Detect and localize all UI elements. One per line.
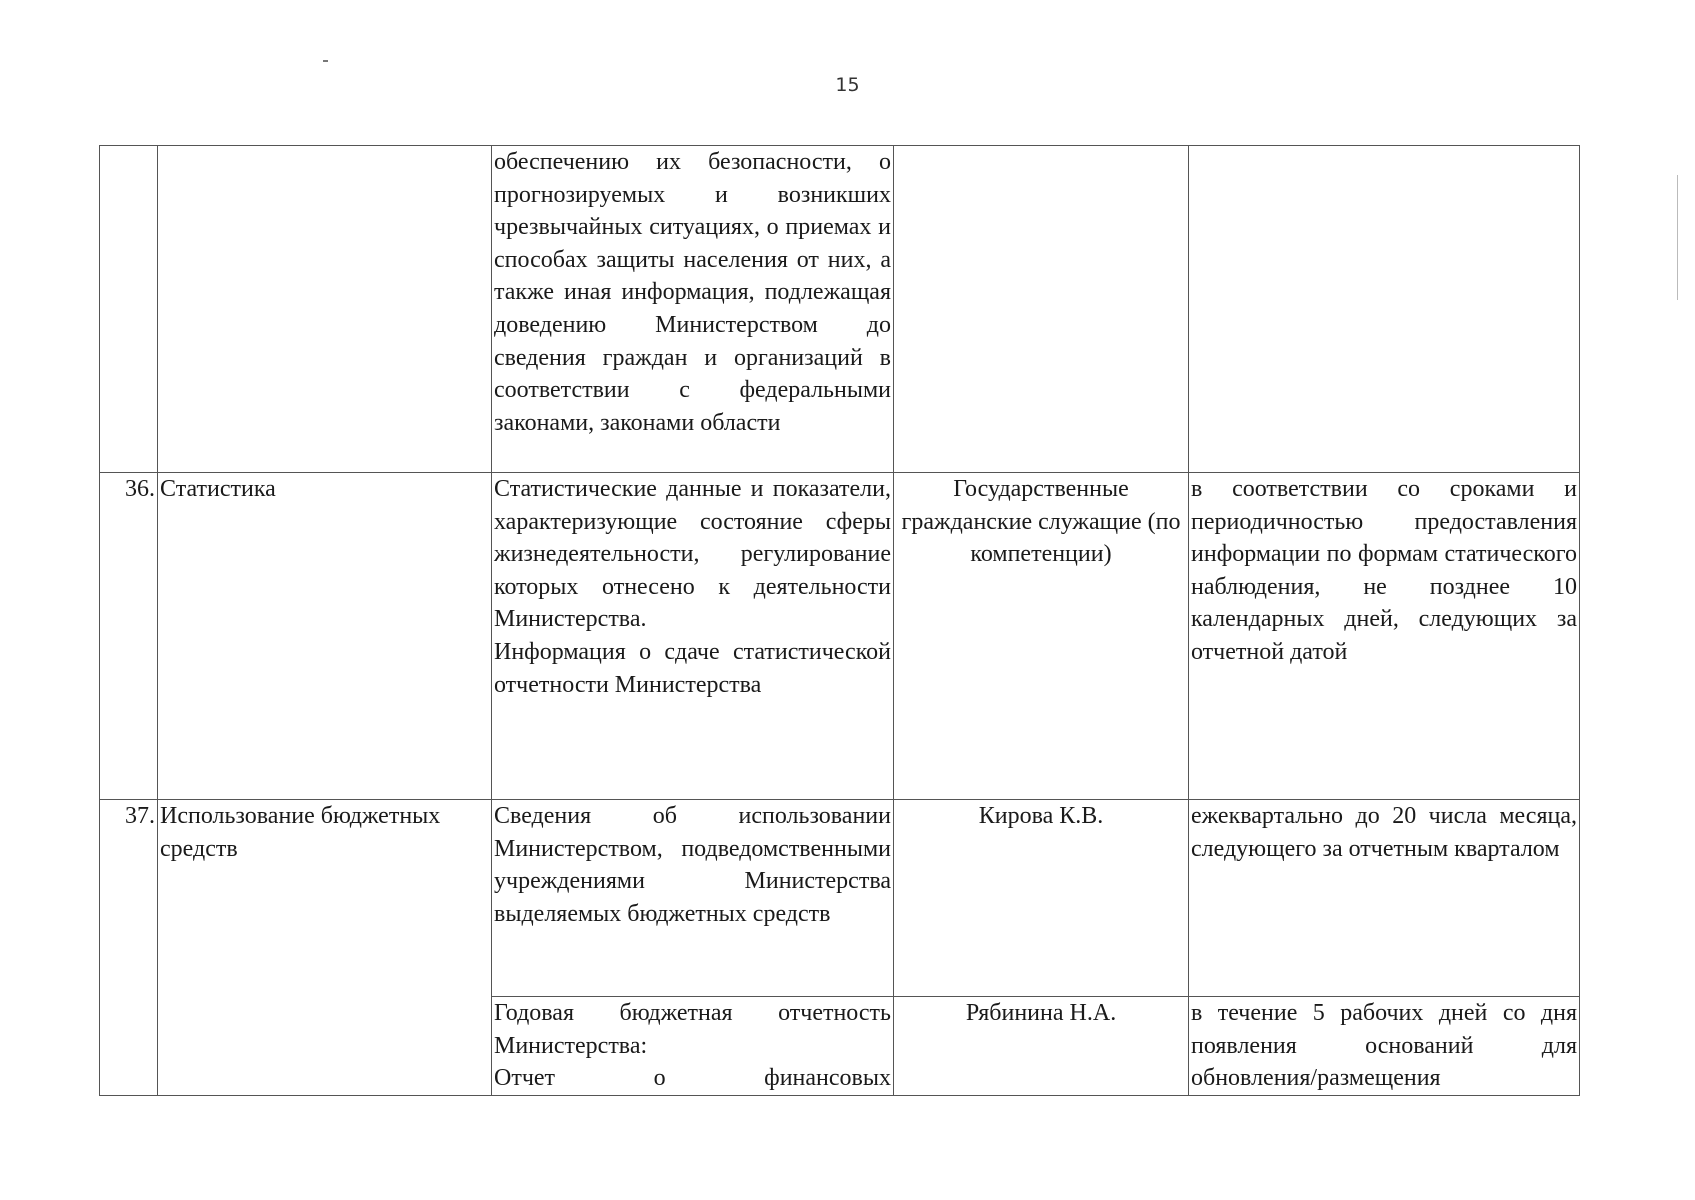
row-responsible bbox=[894, 146, 1189, 473]
row-number: 36. bbox=[100, 473, 158, 800]
table-row bbox=[100, 800, 1580, 997]
deadline-text: ежеквартально до 20 числа месяца, следующего за отчетным кварталом bbox=[1191, 803, 1577, 862]
content-paragraph: обеспечению их безопасности, о прогнозируемых и возникших чрезвычайных ситуациях, о приемах и способах защиты населения от них, а также иная информация, подлежащая доведению Министерством до сведения граждан и организаций в соответствии с федеральными законами, законами области bbox=[494, 149, 891, 436]
row-deadline bbox=[1189, 473, 1580, 800]
table-row bbox=[100, 146, 1580, 473]
page-number: 15 bbox=[835, 74, 860, 96]
row-responsible: Государственные гражданские служащие (по компетенции) bbox=[894, 473, 1189, 800]
responsibility-table bbox=[99, 145, 1580, 1096]
scan-speck bbox=[323, 60, 328, 62]
row-deadline bbox=[1189, 146, 1580, 473]
row-deadline bbox=[1189, 997, 1580, 1096]
row-content bbox=[492, 997, 894, 1096]
content-paragraph: Годовая бюджетная отчетность Министерства: bbox=[494, 1000, 891, 1059]
row-topic: Использование бюджетных средств bbox=[158, 800, 492, 1096]
content-paragraph: Информация о сдаче статистической отчетности Министерства bbox=[494, 638, 891, 698]
deadline-text: в соответствии со сроками и периодичностью предоставления информации по формам статического наблюдения, не позднее 10 календарных дней, следующих за отчетной датой bbox=[1191, 476, 1577, 665]
row-content bbox=[492, 800, 894, 997]
content-paragraph: Сведения об использовании Министерством, подведомственными учреждениями Министерства выделяемых бюджетных средств bbox=[494, 803, 891, 927]
deadline-text: в течение 5 рабочих дней со дня появления оснований для обновления/размещения bbox=[1191, 1000, 1577, 1092]
row-topic: Статистика bbox=[158, 473, 492, 800]
row-responsible: Кирова К.В. bbox=[894, 800, 1189, 997]
row-number: 37. bbox=[100, 800, 158, 1096]
row-responsible: Рябинина Н.А. bbox=[894, 997, 1189, 1096]
row-content bbox=[492, 146, 894, 473]
content-paragraph: Отчет о финансовых bbox=[494, 1065, 891, 1092]
row-content bbox=[492, 473, 894, 800]
row-topic bbox=[158, 146, 492, 473]
row-number bbox=[100, 146, 158, 473]
content-paragraph: Статистические данные и показатели, характеризующие состояние сферы жизнедеятельности, регулирование которых отнесено к деятельности Министерства. bbox=[494, 476, 891, 633]
table-row bbox=[100, 473, 1580, 800]
scan-edge-mark bbox=[1677, 175, 1678, 300]
row-deadline bbox=[1189, 800, 1580, 997]
